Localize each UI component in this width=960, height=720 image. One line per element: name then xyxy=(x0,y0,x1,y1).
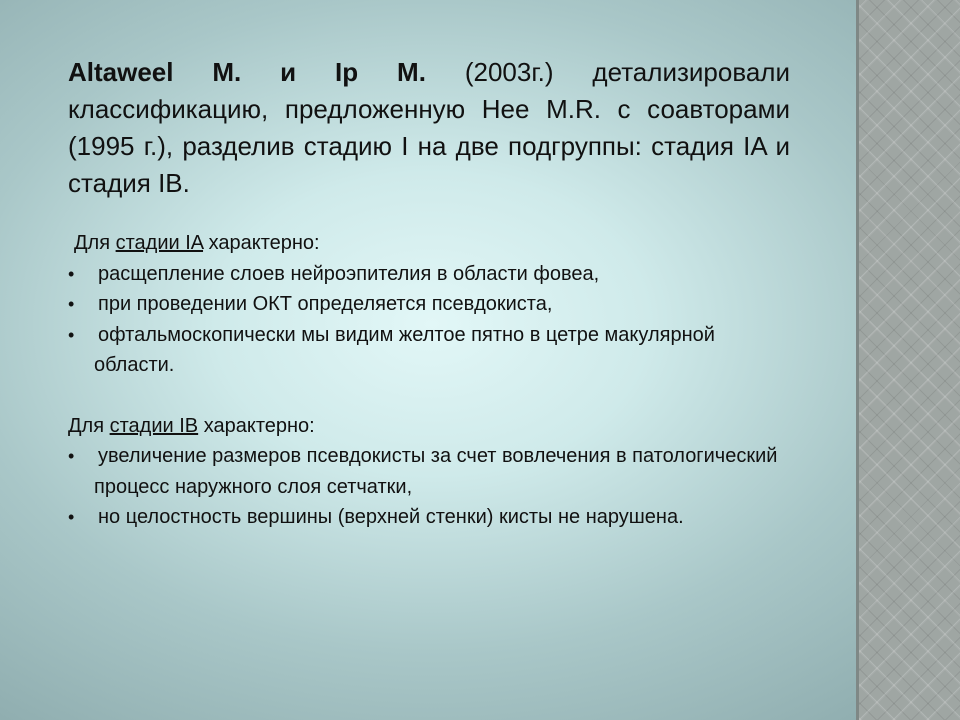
list-item-text: но целостность вершины (верхней стенки) кисты не нарушена. xyxy=(98,506,684,528)
stage-ia-label: стадии IA xyxy=(115,232,204,254)
list-item xyxy=(68,259,790,290)
stage-ib-prefix: Для xyxy=(68,414,110,437)
list-item-text: офтальмоскопически мы видим желтое пятно в цетре макулярной области. xyxy=(94,323,715,376)
stage-ib-heading xyxy=(68,411,790,442)
list-item-text: расщепление слоев нейроэпителия в области фовеа, xyxy=(98,262,600,285)
list-item xyxy=(68,320,790,381)
stage-ia-section xyxy=(68,228,790,381)
list-item xyxy=(68,441,790,502)
stage-ib-list xyxy=(68,441,790,533)
intro-text: (2003г.) детализировали классификацию, предложенную Hee M.R. с соавторами (1995 г.), разделив стадию I на две подгруппы: стадия IA и стадия IB. xyxy=(68,57,791,198)
stage-ia-prefix: Для xyxy=(74,232,116,254)
stage-ia-heading xyxy=(68,228,790,259)
stage-ib-section xyxy=(68,411,790,533)
list-item-text: при проведении ОКТ определяется псевдокиста, xyxy=(98,293,553,315)
stage-ia-list xyxy=(68,259,790,381)
intro-paragraph xyxy=(68,54,790,202)
list-item-text: увеличение размеров псевдокисты за счет вовлечения в патологический процесс наружного слоя сетчатки, xyxy=(94,445,778,498)
stage-ib-label: стадии IB xyxy=(109,414,199,437)
slide-content xyxy=(68,54,790,533)
stage-ia-suffix: характерно: xyxy=(203,232,320,254)
intro-authors: Altaweel M. и Ip M. xyxy=(68,57,426,87)
list-item xyxy=(68,502,790,533)
decorative-side-strip xyxy=(856,0,960,720)
list-item xyxy=(68,289,790,320)
stage-ib-suffix: характерно: xyxy=(198,414,315,437)
